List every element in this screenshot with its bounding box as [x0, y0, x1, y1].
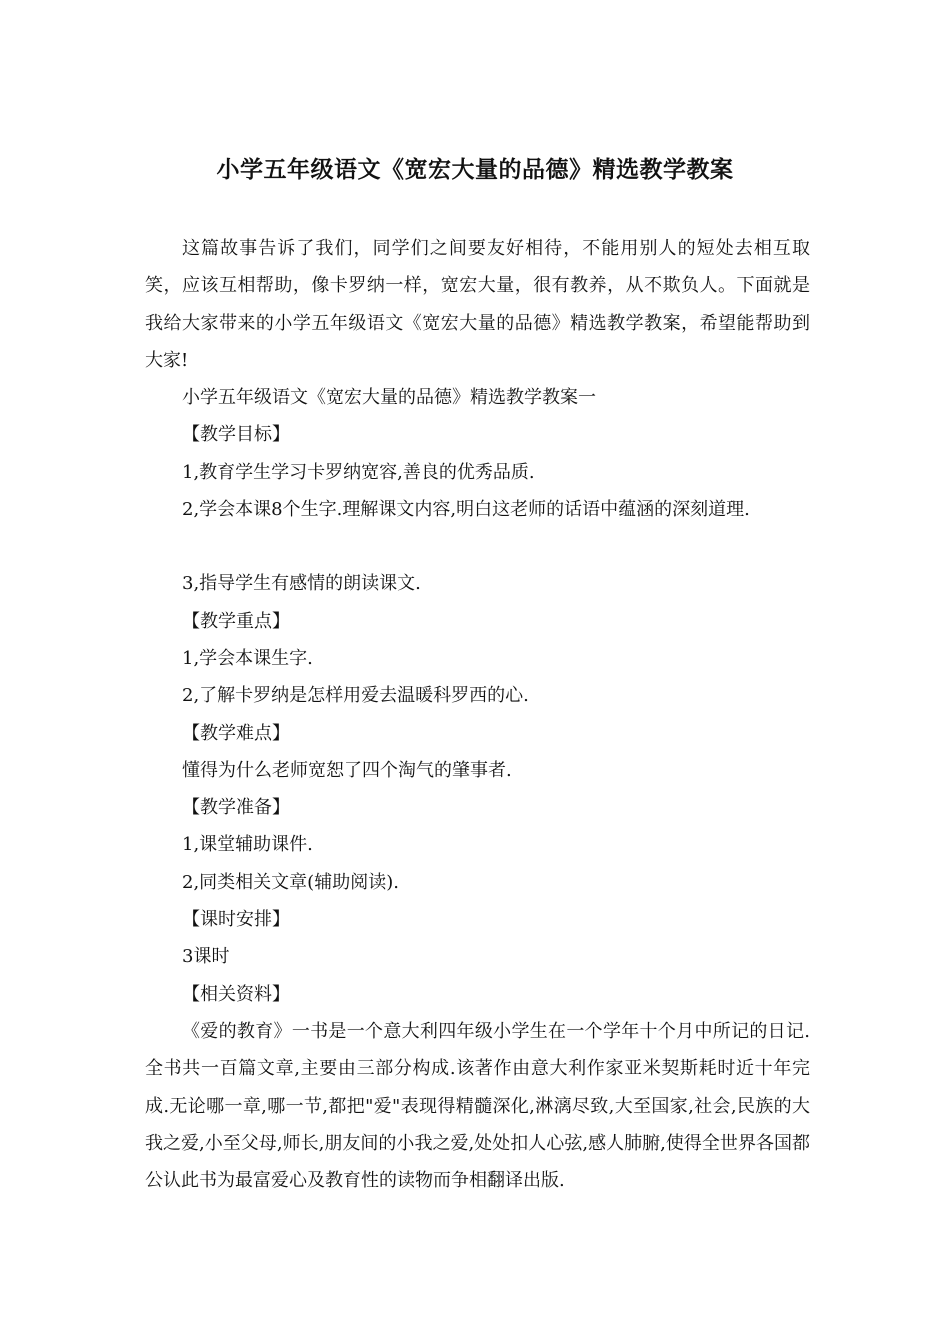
document-body: [145, 230, 810, 1199]
materials-paragraph: 《爱的教育》一书是一个意大利四年级小学生在一个学年十个月中所记的日记.全书共一百篇文章,主要由三部分构成.该著作由意大利作家亚米契斯耗时近十年完成.无论哪一章,哪一节,都把"爱"表现得精髓深化,淋漓尽致,大至国家,社会,民族的大我之爱,小至父母,师长,朋友间的小我之爱,处处扣人心弦,感人肺腑,使得全世界各国都公认此书为最富爱心及教育性的读物而争相翻译出版.: [145, 1020, 810, 1192]
objective-item-3: 3,指导学生有感情的朗读课文.: [182, 573, 421, 595]
document-title: 小学五年级语文《宽宏大量的品德》精选教学教案: [216, 157, 734, 183]
key-point-item-1: 1,学会本课生字.: [182, 647, 313, 669]
objectives-heading: 【教学目标】: [182, 424, 290, 446]
schedule-item-1: 3课时: [182, 946, 230, 968]
preparation-item-2: 2,同类相关文章(辅助阅读).: [182, 871, 399, 893]
preparation-item-1: 1,课堂辅助课件.: [182, 834, 313, 856]
blank-line: [145, 528, 810, 565]
objective-item-1: 1,教育学生学习卡罗纳宽容,善良的优秀品质.: [182, 461, 535, 483]
section-title: 小学五年级语文《宽宏大量的品德》精选教学教案一: [182, 387, 596, 409]
objective-item-2: 2,学会本课8个生字.理解课文内容,明白这老师的话语中蕴涵的深刻道理.: [182, 499, 750, 521]
difficulty-item-1: 懂得为什么老师宽恕了四个淘气的肇事者.: [182, 759, 512, 781]
materials-heading: 【相关资料】: [182, 983, 290, 1005]
key-point-item-2: 2,了解卡罗纳是怎样用爱去温暖科罗西的心.: [182, 685, 529, 707]
key-points-heading: 【教学重点】: [182, 610, 290, 632]
difficulties-heading: 【教学难点】: [182, 722, 290, 744]
schedule-heading: 【课时安排】: [182, 909, 290, 931]
preparation-heading: 【教学准备】: [182, 797, 290, 819]
intro-paragraph: 这篇故事告诉了我们，同学们之间要友好相待，不能用别人的短处去相互取笑，应该互相帮助，像卡罗纳一样，宽宏大量，很有教养，从不欺负人。下面就是我给大家带来的小学五年级语文《宽宏大量的品德》精选教学教案，希望能帮助到大家!: [145, 238, 810, 371]
